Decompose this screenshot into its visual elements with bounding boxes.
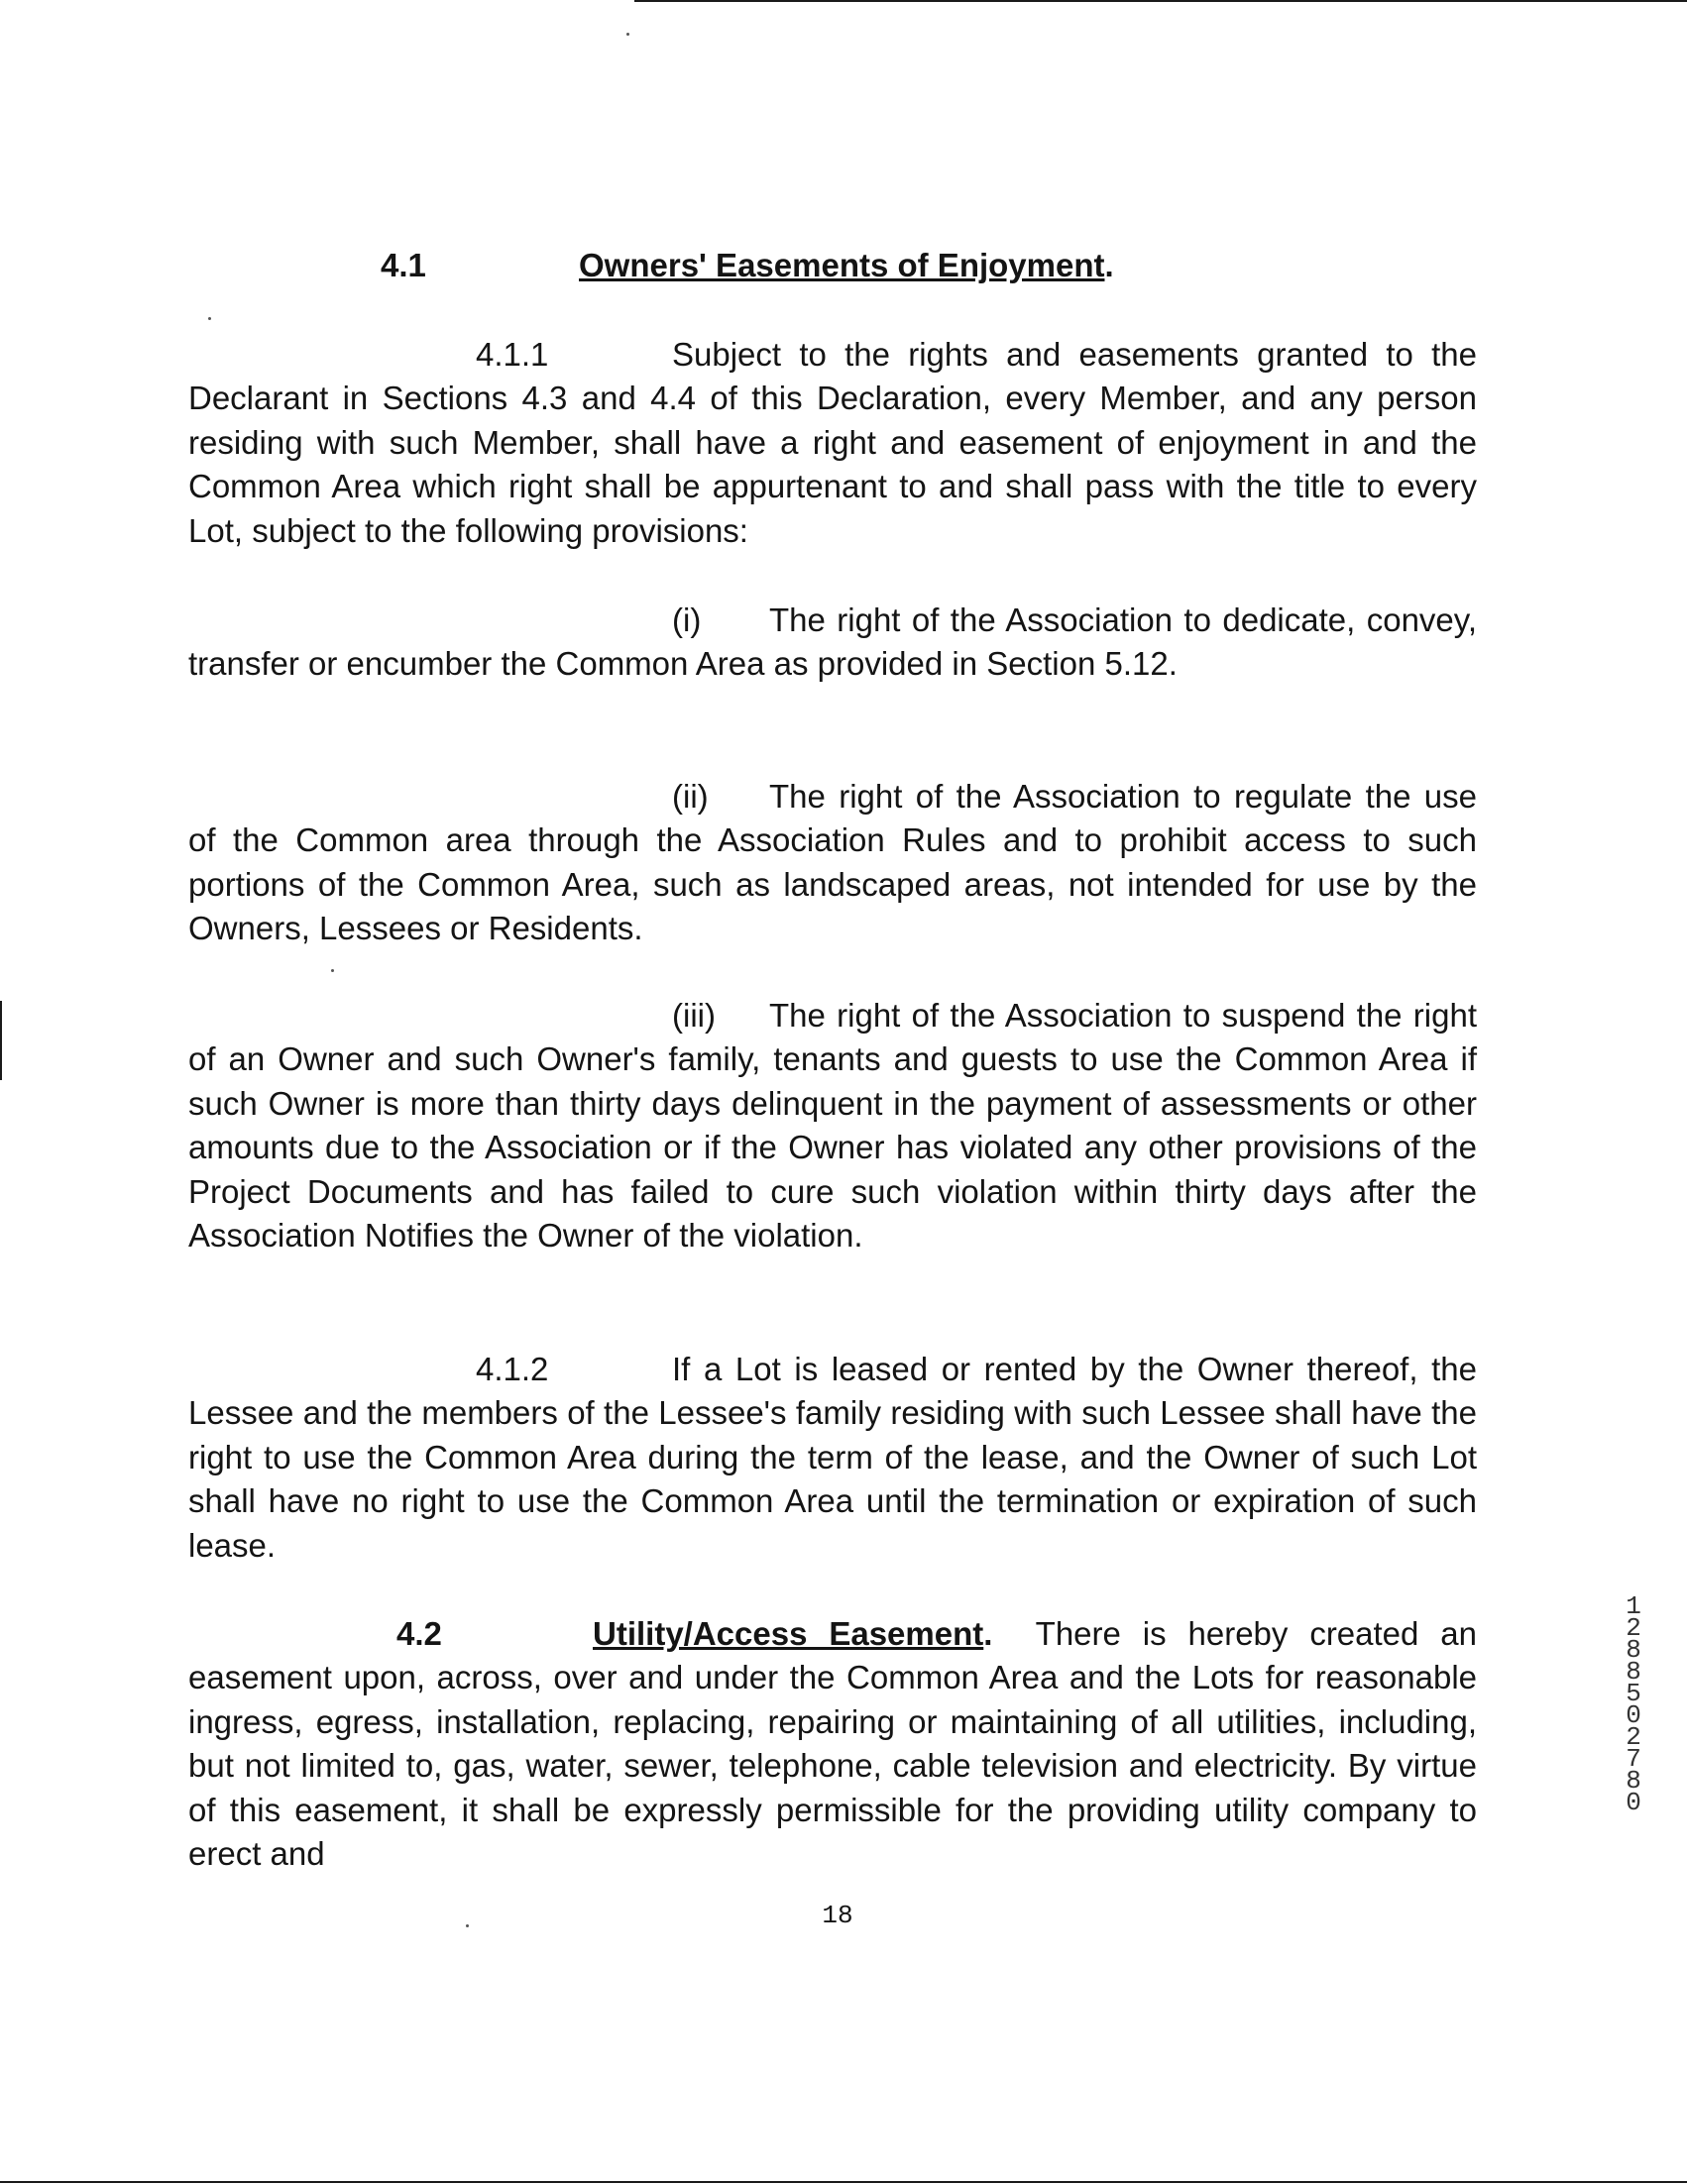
scan-speck [208, 317, 211, 320]
section-4-2-title: Utility/Access Easement [593, 1615, 984, 1652]
paragraph-4-1-1-text: Subject to the rights and easements granted to the Declarant in Sections 4.3 and 4.4 of this Declaration, every Member, and any person residing with such Member, shall have a right and easement of enjoyment in and the Common Area which right shall be appurtenant to and shall pass with the title to every Lot, subject to the following provisions: [188, 336, 1477, 549]
paragraph-4-1-1 [188, 333, 1477, 553]
provision-iii [188, 994, 1477, 1257]
scan-speck [626, 33, 629, 36]
scan-border-top [634, 0, 1687, 2]
recording-digit: 0 [1626, 1788, 1641, 1817]
provision-i-number: (i) [672, 601, 702, 638]
page-number: 18 [822, 1901, 853, 1930]
provision-ii-text: The right of the Association to regulate the use of the Common area through the Association Rules and to prohibit access to such portions of the Common Area, such as landscaped areas, not intended for use by the Owners, Lessees or Residents. [188, 778, 1477, 947]
scan-border-bottom [0, 2181, 1687, 2183]
recording-number [1620, 1591, 1647, 1817]
recording-digit: 8 [1626, 1635, 1641, 1665]
recording-digit: 2 [1626, 1613, 1641, 1643]
recording-digit: 1 [1626, 1591, 1641, 1621]
recording-digit: 0 [1626, 1700, 1641, 1730]
section-4-1-title: Owners' Easements of Enjoyment [579, 247, 1105, 283]
recording-digit: 2 [1626, 1722, 1641, 1752]
paragraph-4-1-2 [188, 1348, 1477, 1568]
section-4-2 [188, 1612, 1477, 1876]
paragraph-4-1-2-text: If a Lot is leased or rented by the Owner thereof, the Lessee and the members of the Lessee's family residing with such Lessee shall have the right to use the Common Area during the term of the lease, and the Owner of such Lot shall have no right to use the Common Area until the termination or expiration of such lease. [188, 1351, 1477, 1564]
recording-digit: 8 [1626, 1657, 1641, 1687]
provision-ii-number: (ii) [672, 778, 709, 815]
scan-speck [466, 1924, 469, 1927]
recording-digit: 8 [1626, 1766, 1641, 1796]
recording-digit: 7 [1626, 1744, 1641, 1774]
provision-iii-number: (iii) [672, 997, 716, 1034]
provision-i-text: The right of the Association to dedicate, convey, transfer or encumber the Common Area as provided in Section 5.12. [188, 601, 1477, 683]
provision-ii [188, 775, 1477, 951]
recording-digit: 5 [1626, 1679, 1641, 1708]
scan-speck [331, 969, 334, 972]
provision-i [188, 599, 1477, 687]
section-4-2-text: There is hereby created an easement upon, across, over and under the Common Area and the Lots for reasonable ingress, egress, installation, replacing, repairing or maintaining of all utilities, including, but not limited to, gas, water, sewer, telephone, cable television and electricity. By virtue of this easement, it shall be expressly permissible for the providing utility company to erect and [188, 1615, 1478, 1873]
paragraph-4-1-1-number: 4.1.1 [476, 336, 549, 373]
provision-iii-text: The right of the Association to suspend the right of an Owner and such Owner's family, tenants and guests to use the Common Area if such Owner is more than thirty days delinquent in the payment of assessments or other amounts due to the Association or if the Owner has violated any other provisions of the Project Documents and has failed to cure such violation within thirty days after the Association Notifies the Owner of the violation. [188, 997, 1477, 1255]
section-4-2-period: . [983, 1615, 993, 1652]
section-4-2-number: 4.2 [396, 1615, 442, 1652]
paragraph-4-1-2-number: 4.1.2 [476, 1351, 549, 1387]
section-4-1-period: . [1104, 247, 1114, 283]
section-4-1-heading [381, 246, 1114, 285]
scan-mark-left [0, 1001, 2, 1080]
section-4-1-number: 4.1 [381, 247, 426, 283]
